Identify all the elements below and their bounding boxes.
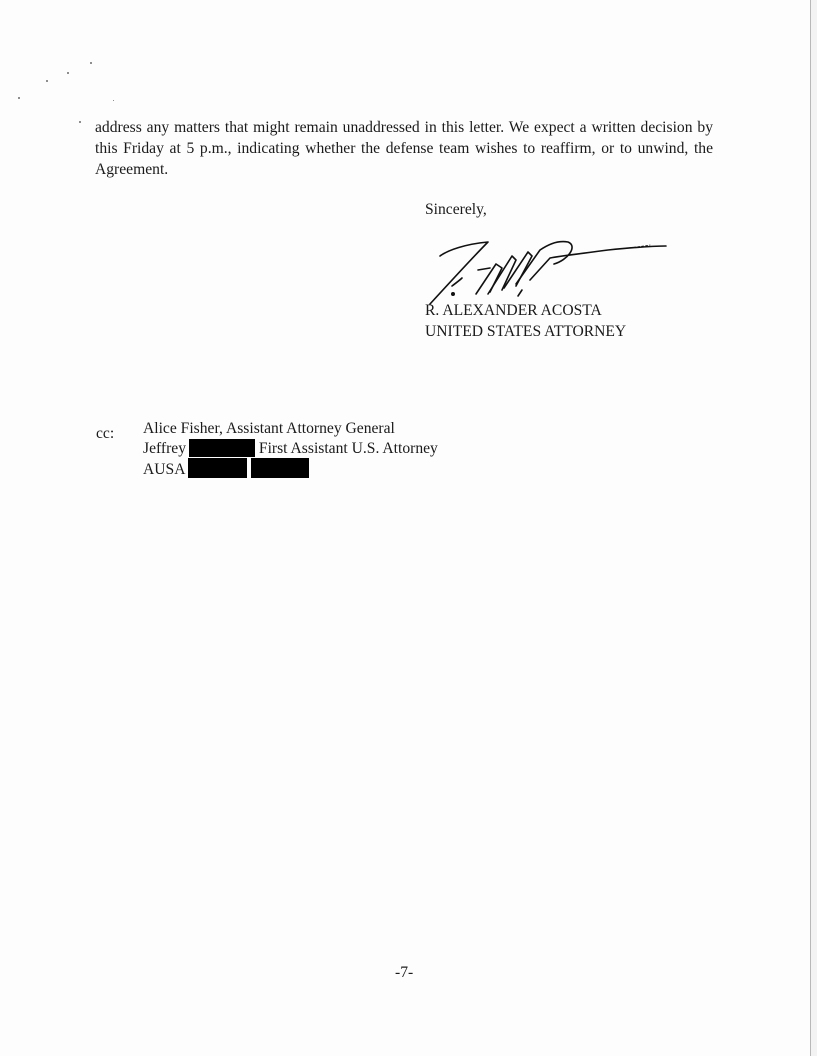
scan-speck bbox=[90, 62, 92, 64]
cc-recipient-1: Alice Fisher, Assistant Attorney General bbox=[143, 420, 395, 437]
handwritten-signature bbox=[418, 228, 678, 308]
scan-speck bbox=[18, 97, 20, 99]
closing-salutation: Sincerely, bbox=[425, 201, 487, 218]
redaction-box bbox=[189, 439, 255, 457]
cc-recipient-2 bbox=[143, 439, 438, 458]
page-edge bbox=[810, 0, 817, 1056]
cc-recipient-2-title: First Assistant U.S. Attorney bbox=[255, 440, 438, 457]
scan-speck bbox=[113, 100, 114, 101]
scan-speck bbox=[67, 72, 69, 74]
signer-title: UNITED STATES ATTORNEY bbox=[425, 323, 627, 340]
cc-label: cc: bbox=[96, 425, 115, 442]
cc-recipient-3 bbox=[143, 458, 309, 479]
signer-name: R. ALEXANDER ACOSTA bbox=[425, 302, 602, 319]
cc-recipient-2-first-name: Jeffrey bbox=[143, 440, 187, 457]
scan-speck bbox=[79, 121, 81, 123]
page-number: -7- bbox=[395, 964, 414, 981]
redaction-box bbox=[188, 458, 247, 478]
scan-speck bbox=[46, 80, 48, 82]
letter-paragraph: address any matters that might remain unaddressed in this letter. We expect a written decision by this Friday at 5 p.m., indicating whether the defense team wishes to reaffirm, or to unwind, the Agreement. bbox=[95, 119, 713, 178]
redaction-box bbox=[251, 458, 309, 478]
cc-recipient-3-prefix: AUSA bbox=[143, 461, 186, 478]
